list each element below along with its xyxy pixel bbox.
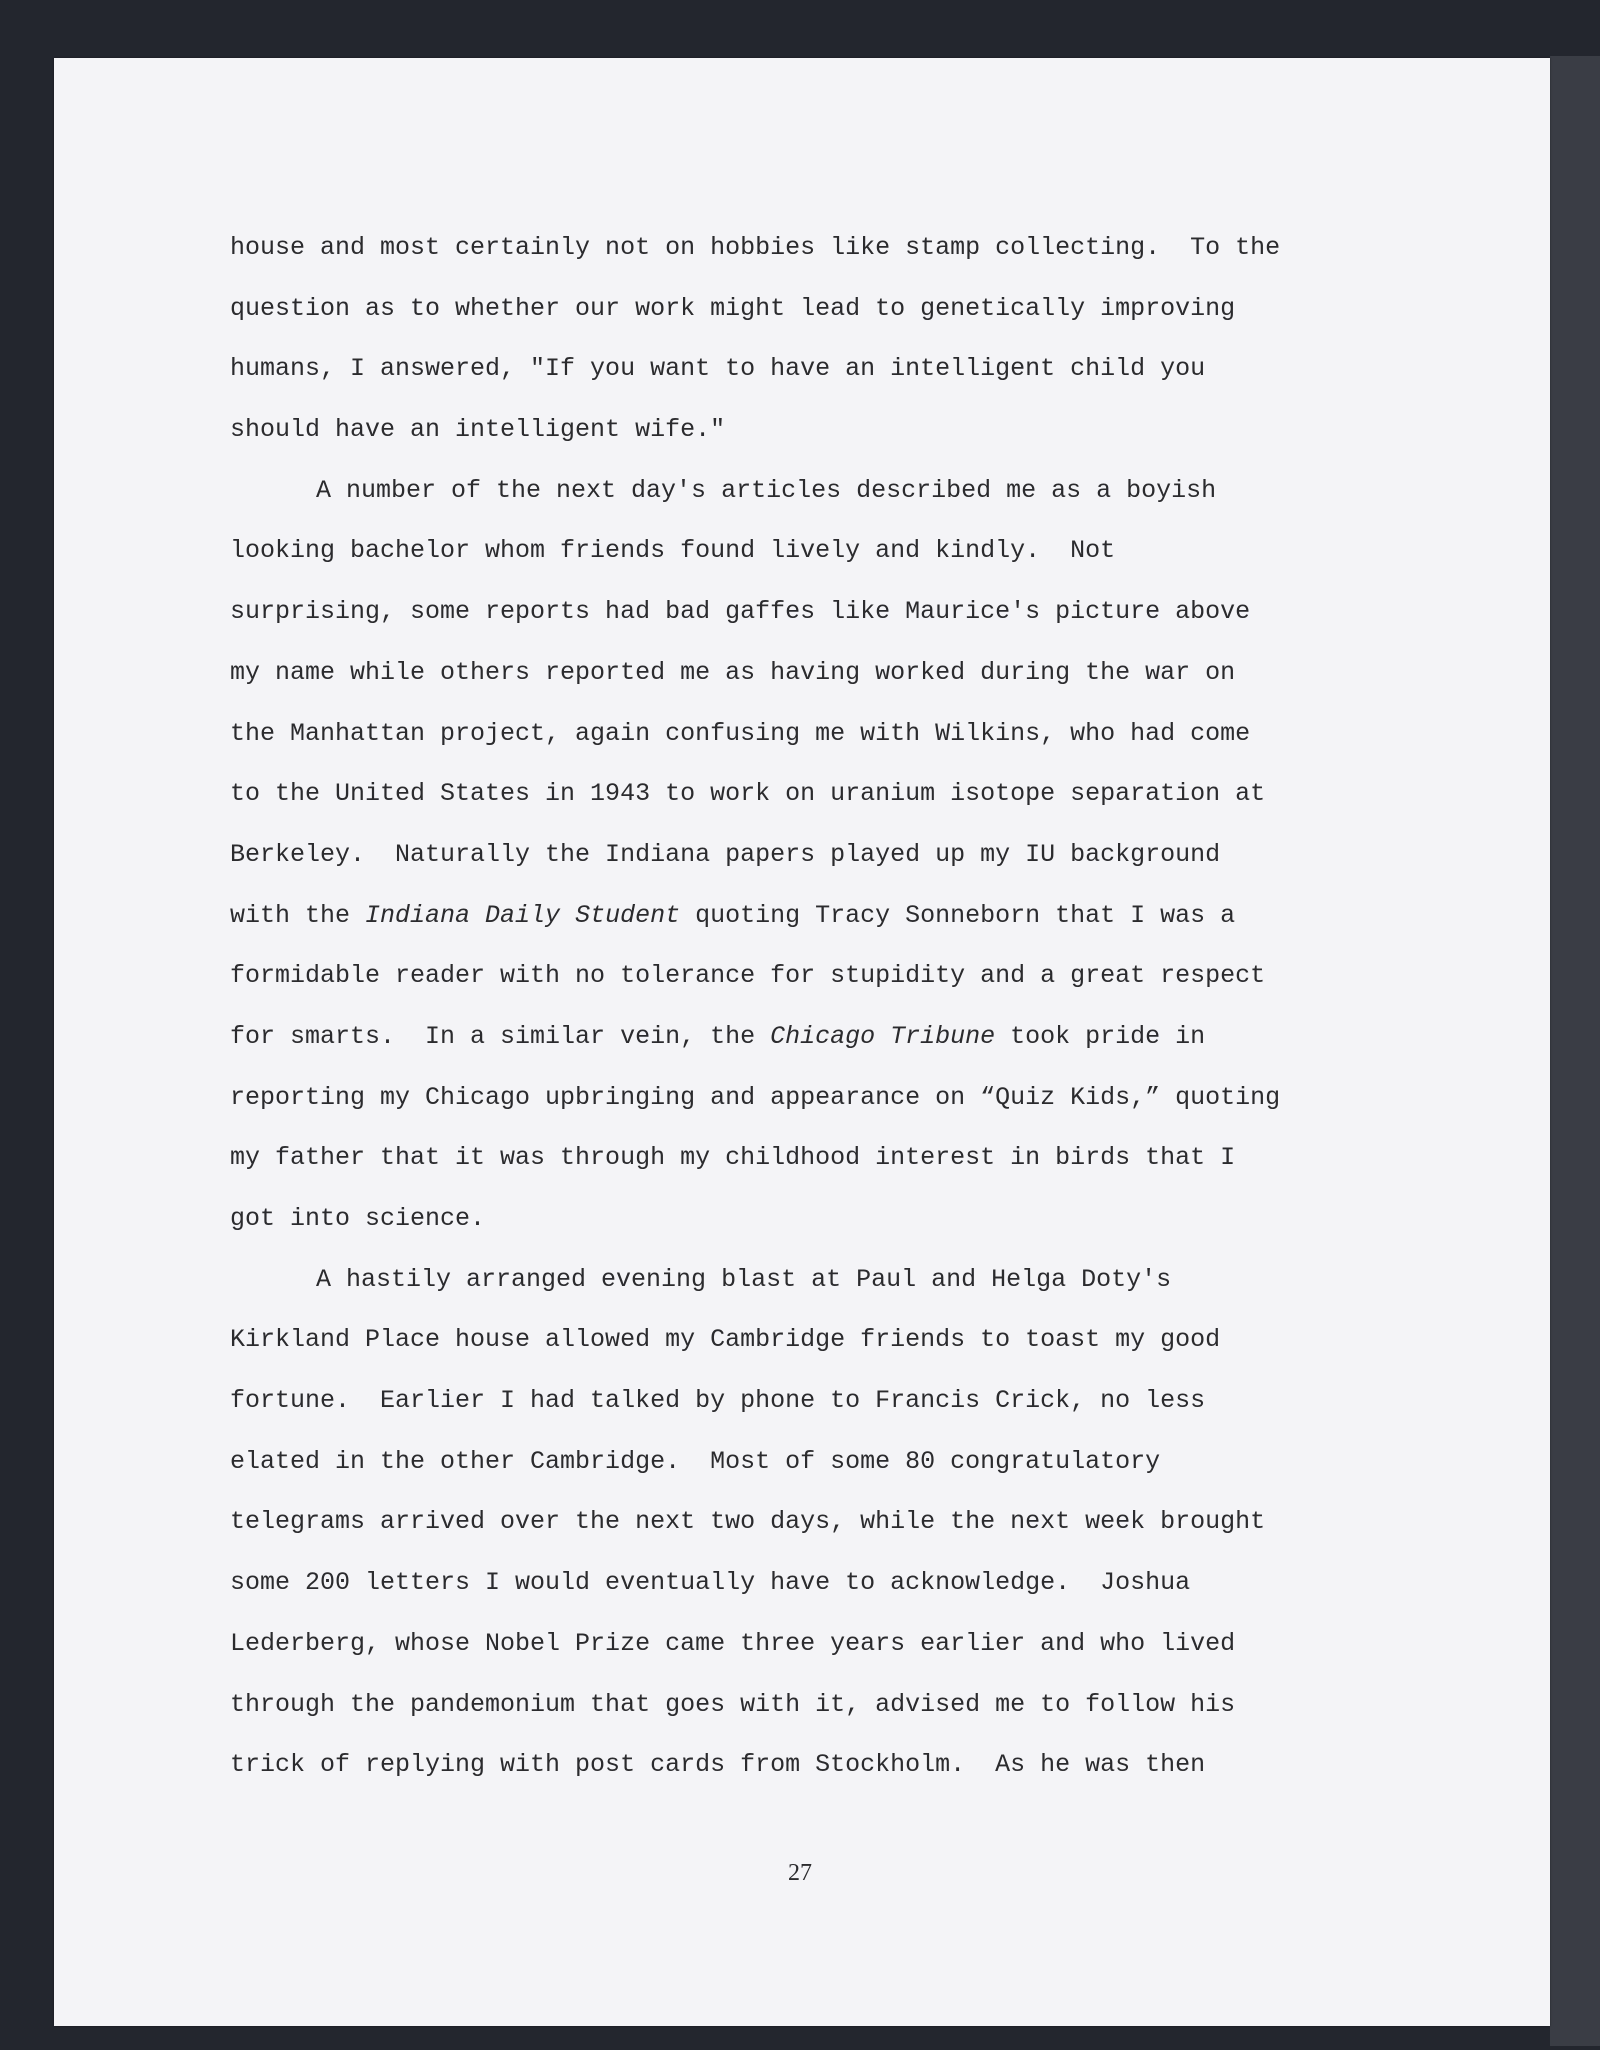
body-text	[230, 218, 1390, 1796]
text-segment: with the	[230, 900, 366, 930]
text-line	[230, 886, 1390, 947]
text-line: some 200 letters I would eventually have to acknowledge. Joshua	[230, 1568, 1191, 1598]
page-number: 27	[788, 1860, 812, 1886]
text-segment: took pride in	[995, 1021, 1206, 1051]
text-line: Berkeley. Naturally the Indiana papers played up my IU background	[230, 839, 1221, 869]
paragraph-first-line: A hastily arranged evening blast at Paul and Helga Doty's	[316, 1264, 1172, 1294]
text-segment: quoting Tracy Sonneborn that I was a	[680, 900, 1236, 930]
text-segment: for smarts. In a similar vein, the	[230, 1021, 771, 1051]
paragraph-first-line: A number of the next day's articles described me as a boyish	[316, 475, 1217, 505]
text-line: telegrams arrived over the next two days, while the next week brought	[230, 1507, 1266, 1537]
text-line: the Manhattan project, again confusing me with Wilkins, who had come	[230, 718, 1251, 748]
text-line: elated in the other Cambridge. Most of some 80 congratulatory	[230, 1446, 1161, 1476]
text-line: fortune. Earlier I had talked by phone to Francis Crick, no less	[230, 1386, 1206, 1416]
text-line: through the pandemonium that goes with it, advised me to follow his	[230, 1689, 1236, 1719]
text-line: trick of replying with post cards from Stockholm. As he was then	[230, 1750, 1206, 1780]
text-line: my name while others reported me as having worked during the war on	[230, 657, 1236, 687]
text-line	[230, 1007, 1390, 1068]
publication-title: Chicago Tribune	[770, 1021, 996, 1051]
text-line: reporting my Chicago upbringing and appearance on “Quiz Kids,” quoting	[230, 1082, 1281, 1112]
text-line: got into science.	[230, 1204, 486, 1233]
text-line: surprising, some reports had bad gaffes like Maurice's picture above	[230, 597, 1251, 627]
text-line: question as to whether our work might lead to genetically improving	[230, 293, 1236, 323]
text-line: Kirkland Place house allowed my Cambridge friends to toast my good	[230, 1325, 1221, 1355]
text-line: looking bachelor whom friends found lively and kindly. Not	[230, 536, 1116, 566]
scan-backdrop	[1550, 56, 1600, 2046]
text-line: house and most certainly not on hobbies like stamp collecting. To the	[230, 233, 1281, 262]
text-line: humans, I answered, "If you want to have an intelligent child you	[230, 354, 1206, 384]
publication-title: Indiana Daily Student	[365, 900, 681, 930]
text-line: formidable reader with no tolerance for stupidity and a great respect	[230, 961, 1266, 991]
text-line: my father that it was through my childhood interest in birds that I	[230, 1143, 1236, 1173]
text-line: to the United States in 1943 to work on uranium isotope separation at	[230, 779, 1266, 809]
text-line: should have an intelligent wife."	[230, 415, 726, 445]
text-line: Lederberg, whose Nobel Prize came three years earlier and who lived	[230, 1628, 1236, 1658]
